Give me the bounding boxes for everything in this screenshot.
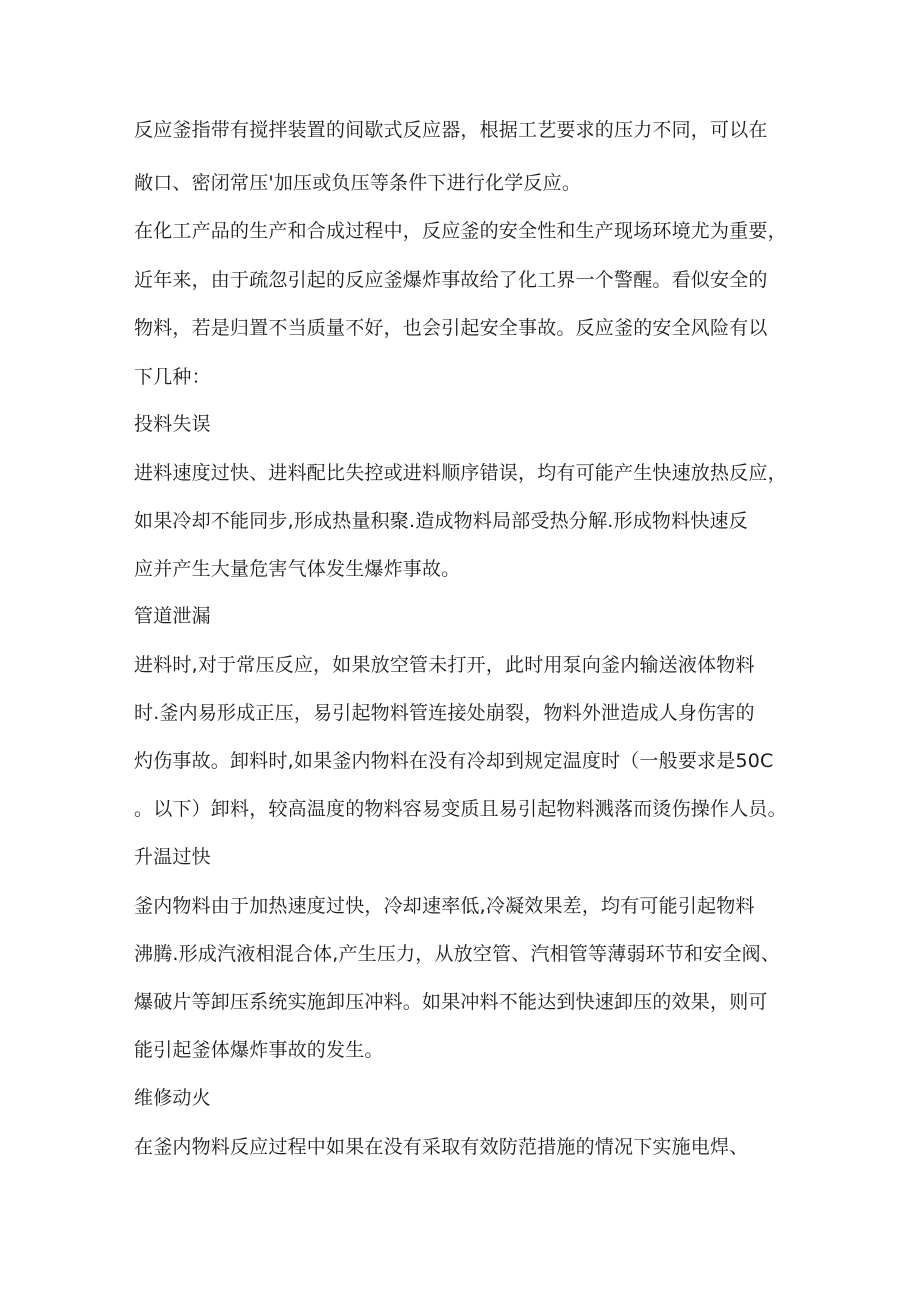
- paragraph-line-4: 近年来，由于疏忽引起的反应釜爆炸事故给了化工界一个警醒。看似安全的: [134, 269, 768, 291]
- section-heading-maintenance-hot-work: 维修动火: [134, 1087, 211, 1109]
- paragraph-line-10: 应并产生大量危害气体发生爆炸事故。: [134, 558, 461, 580]
- paragraph-line-14: 灼伤事故。卸料时,如果釜内物料在没有冷却到规定温度时（一般要求是50C: [134, 750, 774, 772]
- section-heading-feeding-error: 投料失误: [134, 413, 211, 435]
- paragraph-line-13: 时.釜内易形成正压，易引起物料管连接处崩裂，物料外泄造成人身伤害的: [134, 702, 755, 724]
- paragraph-line-6: 下几种：: [134, 366, 211, 388]
- paragraph-line-2: 敞口、密闭常压'加压或负压等条件下进行化学反应。: [134, 172, 582, 194]
- paragraph-line-12: 进料时,对于常压反应，如果放空管未打开，此时用泵向釜内输送液体物料: [134, 654, 755, 676]
- paragraph-line-1: 反应釜指带有搅拌装置的间歇式反应器，根据工艺要求的压力不同，可以在: [134, 119, 768, 141]
- paragraph-line-22: 在釜内物料反应过程中如果在没有采取有效防范措施的情况下实施电焊、: [134, 1136, 749, 1158]
- paragraph-line-19: 爆破片等卸压系统实施卸压冲料。如果冲料不能达到快速卸压的效果，则可: [134, 991, 768, 1013]
- paragraph-line-5: 物料，若是归置不当质量不好，也会引起安全事故。反应釜的安全风险有以: [134, 317, 768, 339]
- section-heading-pipe-leak: 管道泄漏: [134, 605, 211, 627]
- paragraph-line-17: 釜内物料由于加热速度过快，冷却速率低,冷凝效果差，均有可能引起物料: [134, 895, 755, 917]
- section-heading-heating-too-fast: 升温过快: [134, 846, 211, 868]
- paragraph-line-9: 如果冷却不能同步,形成热量积聚.造成物料局部受热分解.形成物料快速反: [134, 510, 748, 532]
- paragraph-line-20: 能引起釜体爆炸事故的发生。: [134, 1039, 384, 1061]
- paragraph-line-18: 沸腾.形成汽液相混合体,产生压力，从放空管、汽相管等薄弱环节和安全阀、: [134, 943, 781, 965]
- paragraph-line-8: 进料速度过快、进料配比失控或进料顺序错误，均有可能产生快速放热反应，: [134, 462, 787, 484]
- paragraph-line-15: 。以下）卸料，较高温度的物料容易变质且易引起物料溅落而烫伤操作人员。: [134, 798, 787, 820]
- paragraph-line-3: 在化工产品的生产和合成过程中，反应釜的安全性和生产现场环境尤为重要，: [134, 220, 787, 242]
